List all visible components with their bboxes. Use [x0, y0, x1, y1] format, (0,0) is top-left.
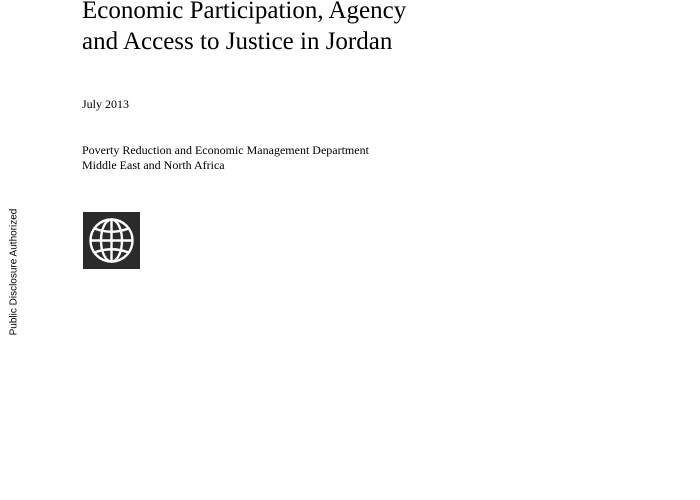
disclosure-label: Public Disclosure Authorized	[8, 208, 20, 336]
document-title	[82, 0, 406, 57]
region-name: Middle East and North Africa	[82, 158, 225, 172]
title-line-2: and Access to Justice in Jordan	[82, 28, 393, 55]
title-line-1: Economic Participation, Agency	[82, 0, 407, 24]
publication-date: July 2013	[82, 97, 130, 111]
department-block	[82, 143, 369, 173]
department-name: Poverty Reduction and Economic Management Department	[82, 143, 369, 157]
world-bank-globe-icon	[83, 212, 140, 269]
